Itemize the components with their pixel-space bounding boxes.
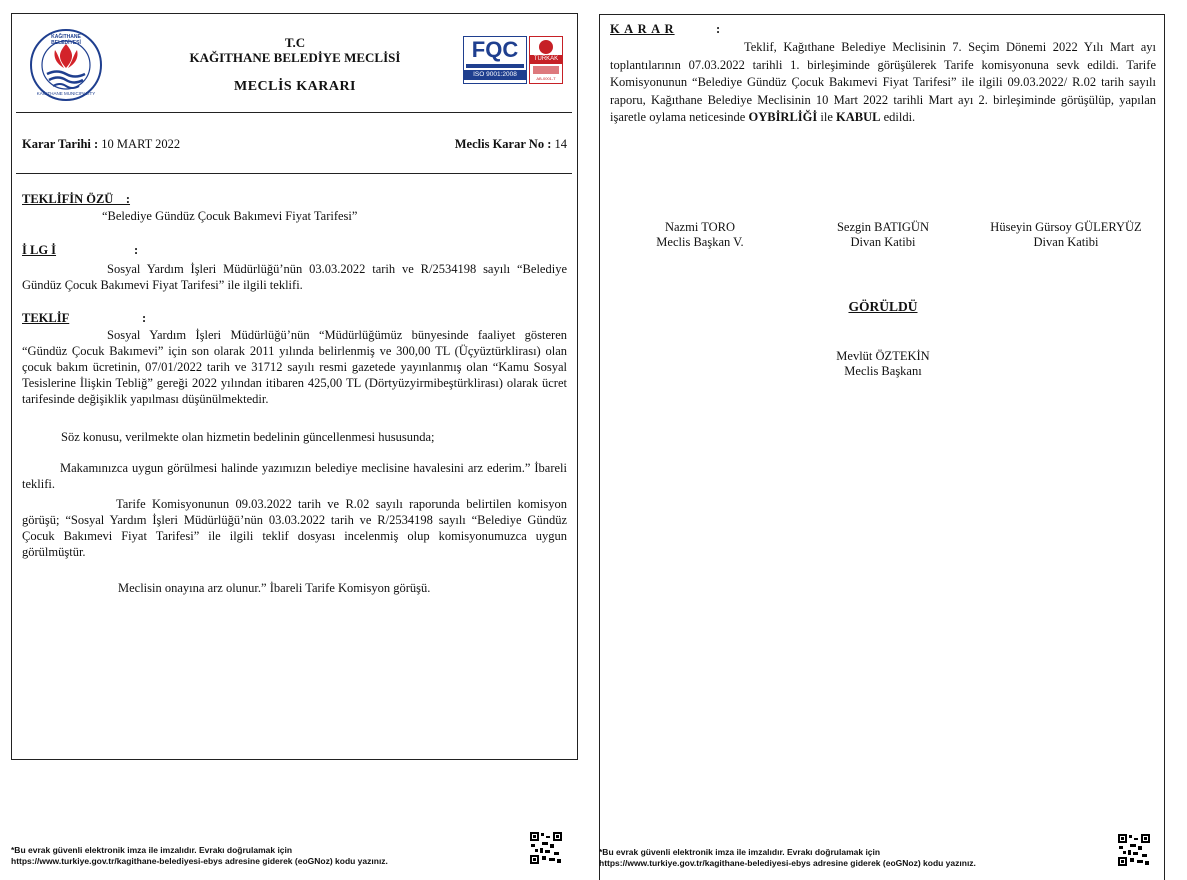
turkak-accreditation-badge <box>529 36 563 84</box>
signature-3-title: Divan Katibi <box>1033 235 1099 249</box>
signature-3 <box>968 220 1164 250</box>
qr-code-2 <box>1118 834 1150 866</box>
signature-1-title: Meclis Başkan V. <box>656 235 744 249</box>
signature-2-name: Sezgin BATIGÜN <box>836 220 929 234</box>
footer-line-2: https://www.turkiye.gov.tr/kagithane-belediyesi-ebys adresine giderek (eoGNoz) kodu yazınız. <box>599 858 976 868</box>
proposal-summary-text: “Belediye Gündüz Çocuk Bakımevi Fiyat Tarifesi” <box>102 209 358 223</box>
decision-label-text: K A R A R <box>610 22 675 36</box>
proposal-summary-label: TEKLİFİN ÖZÜ : <box>22 192 131 206</box>
qr-code-1 <box>530 832 562 864</box>
reference-text: Sosyal Yardım İşleri Müdürlüğü’nün 03.03.2022 tarih ve R/2534198 sayılı “Belediye Gündüz Çocuk Bakımevi Fiyat Tarifesi” ile ilgili teklifi. <box>22 262 567 292</box>
header-tc: T.C <box>284 35 306 50</box>
decision-text-part-a: Teklif, Kağıthane Belediye Meclisinin 7. Seçim Dönemi 2022 Yılı Mart ayı toplantılarının 07.03.2022 tarihli 1. birleşiminde görüşülerek Tarife komisyonuna sevk edildi. Tarife Komisyonunun “Belediye Gündüz Çocuk Bakımevi Fiyat Tarifesi” ile ilgili 09.03.2022/ R.02 tarih sayılı raporu, Kağıthane Belediye Meclisinin 10 Mart 2022 tarihli Mart ayı 2. birleşiminde görüşülüp, yapılan işaretle oylama neticesinde <box>610 40 1156 124</box>
signature-1-name: Nazmi TORO <box>664 220 736 234</box>
president-title: Meclis Başkanı <box>844 364 922 378</box>
decision-date-value: 10 MART 2022 <box>101 137 181 151</box>
footer-note-1 <box>11 845 511 867</box>
approved-heading: GÖRÜLDÜ <box>848 299 918 314</box>
decision-number-label: Meclis Karar No : <box>454 137 552 151</box>
decision-date <box>22 136 180 152</box>
footer-line-1: *Bu evrak güvenli elektronik imza ile imzalıdır. Evrakı doğrulamak için <box>11 845 293 855</box>
decision-text <box>610 39 1156 127</box>
proposal-paragraph-2: Söz konusu, verilmekte olan hizmetin bedelinin güncellenmesi hususunda; <box>61 430 435 444</box>
fqc-logo: FQC <box>471 37 519 62</box>
decision-colon: : <box>716 22 721 36</box>
meta-divider <box>16 173 572 174</box>
turkak-code: AB-0001-T <box>536 76 556 81</box>
signature-3-name: Hüseyin Gürsoy GÜLERYÜZ <box>990 220 1142 234</box>
document-page-2 <box>599 14 1165 880</box>
header-council: KAĞITHANE BELEDİYE MECLİSİ <box>189 50 401 65</box>
proposal-paragraph-1: Sosyal Yardım İşleri Müdürlüğü’nün “Müdürlüğümüz bünyesinde faaliyet gösteren “Gündüz Çocuk Bakımevi” için son olarak 2011 yılında belirlenmiş ve 300,00 TL (Üçyüztürklirası) olan çocuk bakım ücretinin, 07/01/2022 tarih ve 31712 sayılı resmi gazetede yayınlanmış olan “Kamu Sosyal Tesislerine İlişkin Tebliğ” gereği 2022 yılından itibaren 425,00 TL (Dörtyüzyirmibeştürklirası) olarak ücret tarifesinde değişiklik yapılması düşünülmektedir. <box>22 328 567 406</box>
logo-text-top: KAĞITHANE BELEDİYESİ <box>51 34 81 46</box>
decision-accepted: KABUL <box>836 110 881 124</box>
proposal-label: TEKLİF <box>22 311 70 325</box>
footer-line-1: *Bu evrak güvenli elektronik imza ile imzalıdır. Evrakı doğrulamak için <box>599 847 881 857</box>
decision-label <box>610 21 675 37</box>
document-page-1 <box>11 13 578 760</box>
proposal-paragraph-3: Makamınızca uygun görülmesi halinde yazımızın belediye meclisine havalesini arz ederim.” İbareli teklifi. <box>22 461 567 491</box>
decision-text-part-b: ile <box>817 110 837 124</box>
decision-number <box>455 136 567 152</box>
fqc-iso: ISO 9001:2008 <box>464 70 526 80</box>
proposal-paragraph-4: Tarife Komisyonunun 09.03.2022 tarih ve R.02 sayılı raporunda belirtilen komisyon görüşü; “Sosyal Yardım İşleri Müdürlüğü’nün 03.03.2022 tarih ve R/2534198 sayılı “Belediye Gündüz Çocuk Bakımevi Fiyat Tarifesi” ile ilgili teklif dosyası incelenmiş olup komisyonumuzca uygun görülmüştür. <box>22 497 567 559</box>
signature-2-title: Divan Katibi <box>850 235 916 249</box>
signature-1 <box>620 220 780 250</box>
president-signature <box>783 349 983 379</box>
proposal-paragraph-5: Meclisin onayına arz olunur.” İbareli Tarife Komisyon görüşü. <box>118 581 431 595</box>
decision-unanimous: OYBİRLİĞİ <box>748 110 818 124</box>
turkak-label: TÜRKAK <box>530 55 562 64</box>
footer-line-2: https://www.turkiye.gov.tr/kagithane-belediyesi-ebys adresine giderek (eoGNoz) kodu yazınız. <box>11 856 388 866</box>
decision-number-value: 14 <box>554 137 567 151</box>
footer-note-2 <box>599 847 1109 869</box>
reference-label: İ LG İ <box>22 243 57 257</box>
decision-text-part-c: edildi. <box>880 110 916 124</box>
signature-2 <box>803 220 963 250</box>
president-name: Mevlüt ÖZTEKİN <box>836 349 930 363</box>
proposal-colon: : <box>142 311 147 325</box>
decision-date-label: Karar Tarihi : <box>22 137 99 151</box>
header-divider <box>16 112 572 113</box>
logo-text-bottom: KAĞITHANE MUNICIPALITY <box>36 91 96 96</box>
header-decision: MECLİS KARARI <box>233 79 356 94</box>
reference-colon: : <box>134 243 139 257</box>
fqc-certificate-badge <box>463 36 527 84</box>
